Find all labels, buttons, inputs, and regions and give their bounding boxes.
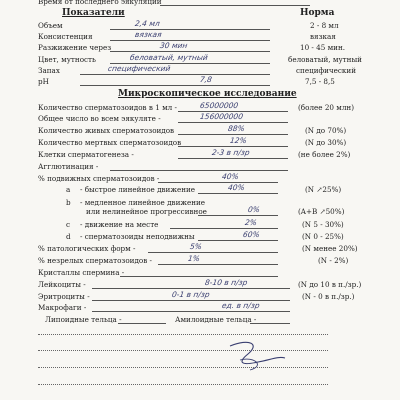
- color-value: беловатый, мутный: [129, 53, 209, 62]
- live-label: Количество живых сперматозоидов: [38, 126, 175, 135]
- liquefaction-line: [110, 51, 270, 52]
- motile-label: % подвижных сперматозоидов -: [38, 174, 160, 183]
- volume-label: Объем: [38, 21, 63, 30]
- motility-d-line: [198, 240, 278, 241]
- color-norm: беловатый, мутный: [288, 55, 362, 64]
- odor-line: [80, 74, 270, 75]
- motility-b-norm: (A+B ↗50%): [298, 207, 345, 216]
- motile-line: [158, 182, 278, 183]
- erythrocytes-value: 0-1 в п/зр: [171, 290, 211, 299]
- dead-line: [178, 146, 288, 147]
- macrophages-line: [92, 311, 290, 312]
- volume-norm: 2 - 8 мл: [310, 21, 339, 30]
- crystals-line: [120, 276, 278, 277]
- signature-icon: [210, 336, 300, 376]
- comment-line-4: [38, 384, 328, 385]
- total-count-value: 156000000: [199, 112, 244, 121]
- macrophages-value: ед. в п/зр: [221, 301, 261, 310]
- leukocytes-norm: (N до 10 в п./зр.): [298, 280, 362, 289]
- pathological-norm: (N менее 20%): [302, 244, 358, 253]
- volume-line: [110, 29, 270, 30]
- consistency-label: Консистенция: [38, 32, 93, 41]
- agglutination-label: Агглютинация -: [38, 162, 99, 171]
- spermatogenesis-line: [178, 158, 288, 159]
- amyloid-label: Амилоидные тельца -: [175, 315, 257, 324]
- dead-norm: (N до 30%): [305, 138, 347, 147]
- erythrocytes-norm: (N - 0 в п./зр.): [302, 292, 355, 301]
- pathological-label: % патологических форм -: [38, 244, 136, 253]
- total-count-label: Общее число во всем эякуляте -: [38, 114, 161, 123]
- lipoid-line: [118, 323, 166, 324]
- macrophages-label: Макрофаги -: [38, 303, 87, 312]
- count-per-ml-label: Количество сперматозоидов в 1 мл -: [38, 103, 177, 112]
- motility-b-prefix: b: [66, 198, 71, 207]
- live-line: [178, 134, 288, 135]
- motility-b-label: - медленное линейное движение: [80, 198, 206, 207]
- leukocytes-label: Лейкоциты -: [38, 280, 86, 289]
- liquefaction-norm: 10 - 45 мин.: [300, 43, 346, 52]
- motility-c-norm: (N 5 - 30%): [302, 220, 344, 229]
- consistency-line: [110, 40, 270, 41]
- consistency-norm: вязкая: [310, 32, 336, 41]
- motility-b-line: [198, 215, 278, 216]
- immature-value: 1%: [187, 254, 201, 263]
- motility-c-prefix: c: [66, 220, 71, 229]
- ph-norm: 7,5 - 8,5: [305, 77, 335, 86]
- macro-title: Показатели: [62, 8, 125, 18]
- ph-label: pH: [38, 77, 49, 86]
- agglutination-line: [110, 170, 288, 171]
- ph-value: 7,8: [199, 75, 213, 84]
- norm-title: Норма: [300, 8, 335, 18]
- dead-value: 12%: [229, 136, 248, 145]
- odor-label: Запах: [38, 66, 60, 75]
- header-line: [160, 5, 310, 6]
- comment-line-1: [38, 334, 328, 335]
- pathological-value: 5%: [189, 242, 203, 251]
- color-label: Цвет, мутность: [38, 55, 96, 64]
- motility-c-value: 2%: [244, 218, 258, 227]
- motility-a-value: 40%: [227, 183, 246, 192]
- live-value: 88%: [227, 124, 246, 133]
- spermatogenesis-value: 2-3 в п/зр: [211, 148, 251, 157]
- motility-d-label: - сперматозоиды неподвижны: [80, 232, 195, 241]
- odor-value: специфический: [107, 64, 171, 73]
- total-count-line: [178, 122, 288, 123]
- last-ejaculation-label: Время от последнего эякуляции: [38, 0, 162, 6]
- motility-c-label: - движение на месте: [80, 220, 159, 229]
- liquefaction-label: Разжижение через: [38, 43, 112, 52]
- amyloid-line: [250, 323, 290, 324]
- motility-d-value: 60%: [242, 230, 261, 239]
- consistency-value: вязкая: [134, 30, 163, 39]
- immature-norm: (N - 2%): [318, 256, 349, 265]
- live-norm: (N до 70%): [305, 126, 347, 135]
- spermatogenesis-norm: (не более 2%): [298, 150, 351, 159]
- motility-a-label: - быстрое линейное движение: [80, 185, 196, 194]
- pathological-line: [148, 252, 278, 253]
- immature-label: % незрелых сперматозоидов -: [38, 256, 152, 265]
- count-per-ml-norm: (более 20 млн): [298, 103, 354, 112]
- motility-c-line: [170, 228, 278, 229]
- volume-value: 2,4 мл: [134, 19, 161, 28]
- motility-a-line: [198, 193, 278, 194]
- ph-line: [80, 85, 270, 86]
- crystals-label: Кристаллы спермина -: [38, 268, 125, 277]
- leukocytes-line: [92, 288, 290, 289]
- odor-norm: специфический: [296, 66, 357, 75]
- motility-a-prefix: a: [66, 185, 71, 194]
- spermatogenesis-label: Клетки сперматогенеза -: [38, 150, 134, 159]
- motility-d-prefix: d: [66, 232, 71, 241]
- erythrocytes-label: Эритроциты -: [38, 292, 90, 301]
- motile-value: 40%: [221, 172, 240, 181]
- immature-line: [158, 264, 278, 265]
- liquefaction-value: 30 мин: [159, 41, 189, 50]
- motility-d-norm: (N 0 - 25%): [302, 232, 344, 241]
- motility-b-value: 0%: [247, 205, 261, 214]
- lipoid-label: Липоидные тельца -: [45, 315, 122, 324]
- dead-label: Количество мертвых сперматозоидов: [38, 138, 182, 147]
- motility-b-label-2: или нелинейное прогрессивное: [86, 207, 207, 216]
- micro-title: Микроскопическое исследование: [118, 89, 297, 99]
- leukocytes-value: 8-10 в п/зр: [204, 278, 249, 287]
- motility-a-norm: (N ↗25%): [305, 185, 342, 194]
- count-per-ml-value: 65000000: [199, 101, 239, 110]
